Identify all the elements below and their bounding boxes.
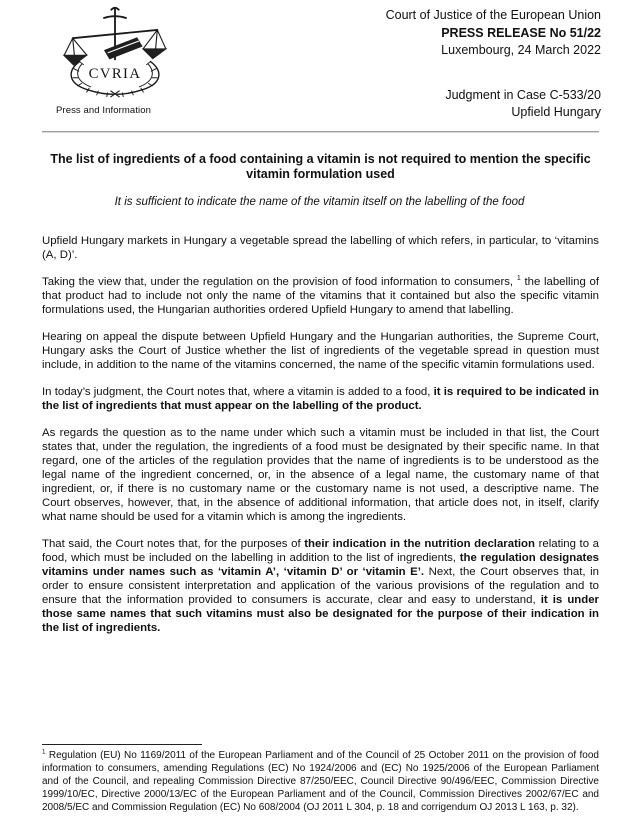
headline-title: The list of ingredients of a food containing a vitamin is not required to mention the specific vitamin formulation used — [50, 151, 591, 181]
body-paragraph-2: Taking the view that, under the regulation on the provision of food information to consumers, $^1$ the labelling of that product had to include not only the name of the vitamins that it contained but also the specific vitamin formulations used, the Hungarian authorities ordered Upfield Hungary to amend that labelling. — [42, 274, 599, 316]
logo-caption: CVRIA — [88, 65, 142, 82]
footnote-block — [42, 744, 599, 815]
body-paragraph-4: In today’s judgment, the Court notes that, where a vitamin is added to a food, it is required to be indicated in the list of ingredients that must appear on the labelling of the product. — [42, 385, 599, 412]
body-paragraph-3: Hearing on appeal the dispute between Upfield Hungary and the Hungarian authorities, the Supreme Court, Hungary asks the Court of Justice whether the list of ingredients of the vegetable spread in question must include, in addition to the name of the vitamins concerned, the name of the specific vitamin formulations used. — [42, 330, 599, 371]
body-paragraph-1: Upfield Hungary markets in Hungary a vegetable spread the labelling of which refers, in particular, to ‘vitamins (A, D)’. — [42, 234, 599, 261]
cvria-scales-of-justice-icon — [61, 6, 169, 98]
institution-name: Court of Justice of the European Union — [385, 8, 601, 22]
header-right-block — [386, 6, 601, 122]
headline-subtitle: It is sufficient to indicate the name of the vitamin itself on the labelling of the food — [114, 195, 525, 208]
press-release-body — [42, 234, 599, 635]
footnote-separator — [42, 744, 202, 745]
footnote-text: $^1$ Regulation (EU) No 1169/2011 of the European Parliament and of the Council of 25 October 2011 on the provision of food information to consumers, amending Regulations (EC) No 1924/2006 and (EC) No 1925/2006 of the European Parliament and of the Council, and repealing Commission Directive 87/250/EEC, Council Directive 90/496/EEC, Commission Directive 1999/10/EC, Directive 2000/13/EC of the European Parliament and of the Council, Commission Directives 2002/67/EC and 2008/5/EC and Commission Regulation (EC) No 608/2004 (OJ 2011 L 304, p. 18 and corrigendum OJ 2013 L 163, p. 32). — [42, 748, 599, 813]
header-divider — [42, 131, 599, 133]
document-header — [0, 0, 639, 122]
case-reference: Judgment in Case C-533/20 — [445, 87, 601, 102]
body-paragraph-6: That said, the Court notes that, for the purposes of their indication in the nutrition declaration relating to a food, which must be included on the labelling in addition to the list of ingredients, the regulation designates vitamins under names such as ‘vitamin A’, ‘vitamin D’ or ‘vitamin E’. Next, the Court observes that, in order to ensure consistent interpretation and application of the various provisions of the regulation and to ensure that the information provided to consumers is accurate, clear and easy to understand, it is under those same names that such vitamins must also be designated for the purpose of their indication in the list of ingredients. — [42, 537, 599, 634]
logo-block — [56, 6, 174, 116]
case-name: Upfield Hungary — [511, 105, 601, 119]
dateline: Luxembourg, 24 March 2022 — [441, 43, 601, 57]
press-and-information-label: Press and Information — [56, 105, 152, 116]
press-release-number: PRESS RELEASE No 51/22 — [441, 25, 601, 40]
body-paragraph-5: As regards the question as to the name under which such a vitamin must be included in that list, the Court states that, under the regulation, the ingredients of a food must be designated by their specific name. In that regard, one of the articles of the regulation provides that the name of ingredients is to be understood as the legal name of the ingredient concerned, or, in the absence of a legal name, the customary name of that ingredient, or, if there is no customary name or the customary name is not used, a descriptive name. The Court observes, however, that, in the absence of additional information, that article does not, in itself, clarify what name should be used for a vitamin which is among the ingredients. — [42, 426, 599, 523]
